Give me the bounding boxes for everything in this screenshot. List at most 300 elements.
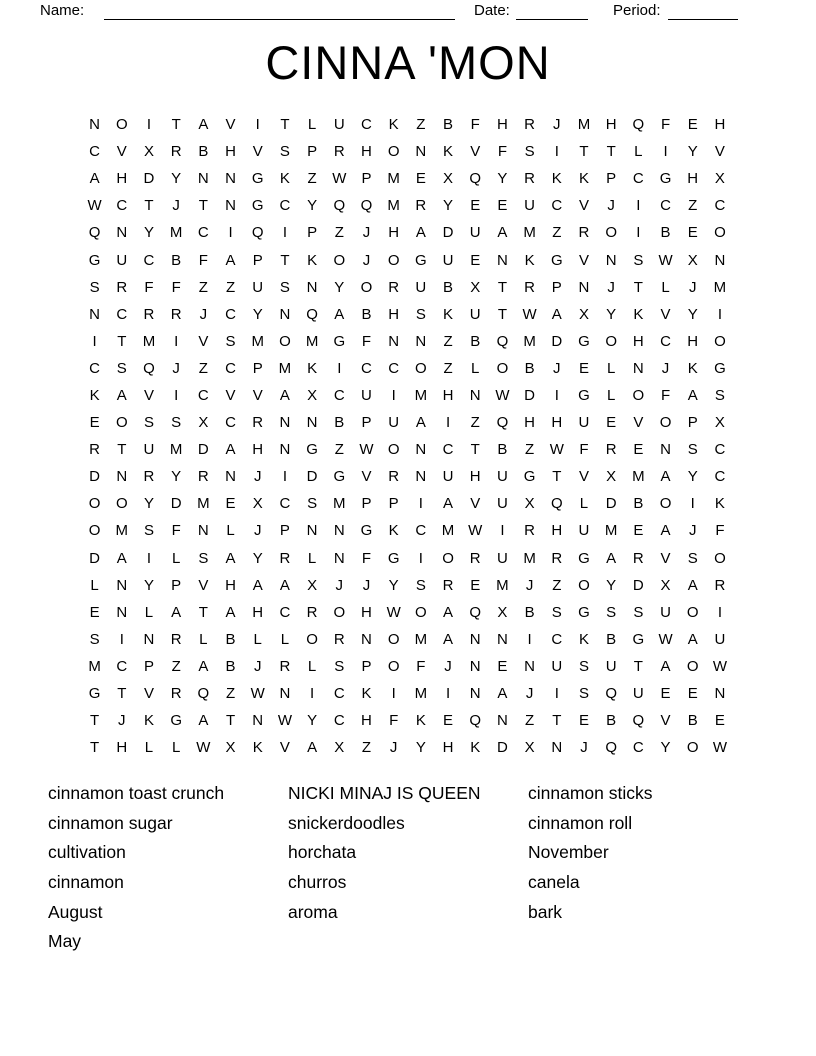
grid-letter-r14-c13: N <box>415 468 427 486</box>
grid-letter-r23-c4: G <box>170 712 182 730</box>
grid-letter-r3-c22: G <box>659 170 672 188</box>
grid-letter-r19-c18: S <box>551 603 562 621</box>
grid-letter-r19-c6: A <box>225 603 236 621</box>
grid-letter-r23-c1: T <box>90 712 100 730</box>
grid-letter-r8-c7: Y <box>252 305 263 323</box>
grid-letter-r8-c20: Y <box>606 305 617 323</box>
grid-letter-r4-c5: T <box>198 197 208 215</box>
grid-letter-r9-c8: O <box>279 332 291 350</box>
grid-letter-r24-c22: Y <box>660 739 671 757</box>
grid-letter-r7-c3: F <box>144 278 154 296</box>
name-blank-line <box>104 19 455 20</box>
grid-letter-r7-c10: Y <box>334 278 345 296</box>
grid-letter-r4-c18: C <box>551 197 563 215</box>
grid-letter-r1-c10: U <box>333 116 345 134</box>
grid-letter-r12-c13: A <box>415 414 426 432</box>
grid-letter-r3-c12: M <box>387 170 400 188</box>
grid-letter-r20-c8: L <box>280 630 290 648</box>
grid-letter-r18-c12: Y <box>388 576 399 594</box>
grid-letter-r12-c14: I <box>445 414 451 432</box>
grid-letter-r23-c15: Q <box>469 712 482 730</box>
date-blank-line <box>516 19 588 20</box>
grid-letter-r17-c19: G <box>578 549 590 567</box>
grid-letter-r3-c20: P <box>606 170 617 188</box>
word-search-grid <box>81 111 734 761</box>
word-list-item: cinnamon <box>48 872 124 893</box>
grid-letter-r10-c12: C <box>388 359 400 377</box>
grid-letter-r8-c2: C <box>116 305 128 323</box>
period-label: Period: <box>613 2 661 19</box>
grid-letter-r12-c24: X <box>714 414 725 432</box>
grid-letter-r3-c24: X <box>714 170 725 188</box>
grid-letter-r20-c18: C <box>551 630 563 648</box>
grid-letter-r20-c10: R <box>333 630 345 648</box>
grid-letter-r7-c18: P <box>551 278 562 296</box>
grid-letter-r19-c22: U <box>660 603 671 621</box>
grid-letter-r8-c22: V <box>660 305 671 323</box>
word-list-item: snickerdoodles <box>288 812 405 833</box>
grid-letter-r23-c24: E <box>714 712 725 730</box>
grid-letter-r6-c14: U <box>442 251 454 269</box>
grid-letter-r11-c24: S <box>714 386 725 404</box>
grid-letter-r17-c24: O <box>714 549 726 567</box>
grid-letter-r11-c13: M <box>414 386 428 404</box>
grid-letter-r5-c3: Y <box>143 224 154 242</box>
grid-letter-r1-c1: N <box>89 116 101 134</box>
grid-letter-r11-c7: V <box>252 386 263 404</box>
grid-letter-r13-c22: N <box>660 441 671 459</box>
grid-letter-r4-c15: E <box>470 197 481 215</box>
word-list-column-3 <box>528 779 768 957</box>
grid-letter-r2-c14: K <box>443 143 454 161</box>
grid-letter-r3-c19: K <box>578 170 589 188</box>
grid-letter-r13-c9: G <box>306 441 318 459</box>
grid-letter-r9-c22: C <box>660 332 671 350</box>
grid-letter-r7-c15: X <box>470 278 481 296</box>
grid-letter-r5-c18: Z <box>552 224 562 242</box>
grid-letter-r16-c2: M <box>115 522 129 540</box>
grid-letter-r21-c21: T <box>633 657 643 675</box>
grid-letter-r13-c24: C <box>714 441 726 459</box>
grid-letter-r19-c4: A <box>171 603 182 621</box>
grid-letter-r20-c15: N <box>469 630 481 648</box>
grid-letter-r6-c13: G <box>415 251 427 269</box>
grid-letter-r16-c6: L <box>226 522 235 540</box>
grid-letter-r23-c23: B <box>687 712 698 730</box>
grid-letter-r6-c9: K <box>307 251 318 269</box>
grid-letter-r3-c9: Z <box>307 170 317 188</box>
grid-letter-r22-c5: Q <box>197 685 210 703</box>
grid-letter-r21-c7: J <box>253 657 262 675</box>
grid-letter-r14-c15: H <box>469 468 481 486</box>
grid-letter-r15-c8: C <box>279 495 291 513</box>
grid-letter-r3-c11: P <box>361 170 372 188</box>
grid-letter-r5-c12: H <box>388 224 400 242</box>
grid-letter-r22-c2: T <box>117 685 127 703</box>
grid-letter-r4-c21: I <box>636 197 641 215</box>
grid-letter-r15-c2: O <box>115 495 128 513</box>
grid-letter-r21-c6: B <box>225 657 236 675</box>
grid-letter-r10-c13: O <box>415 359 427 377</box>
name-label: Name: <box>40 2 85 19</box>
grid-letter-r14-c7: J <box>253 468 262 486</box>
grid-letter-r20-c5: L <box>199 630 208 648</box>
grid-letter-r17-c22: V <box>660 549 671 567</box>
grid-letter-r16-c20: M <box>604 522 618 540</box>
grid-letter-r20-c7: L <box>253 630 262 648</box>
grid-letter-r16-c15: W <box>468 522 483 540</box>
grid-letter-r21-c9: L <box>307 657 317 675</box>
grid-letter-r15-c5: M <box>197 495 210 513</box>
grid-letter-r12-c6: C <box>225 414 236 432</box>
grid-letter-r8-c8: N <box>279 305 291 323</box>
grid-letter-r20-c13: M <box>414 630 428 648</box>
word-list-item: November <box>528 842 609 863</box>
grid-letter-r24-c21: C <box>632 739 644 757</box>
grid-letter-r21-c13: F <box>416 657 426 675</box>
grid-letter-r22-c1: G <box>88 685 101 703</box>
grid-letter-r21-c8: R <box>279 657 291 675</box>
grid-letter-r19-c12: W <box>386 603 401 621</box>
puzzle-title: CINNA 'MON <box>265 36 551 89</box>
grid-letter-r14-c4: Y <box>171 468 182 486</box>
grid-letter-r18-c21: D <box>632 576 644 594</box>
grid-letter-r1-c19: M <box>577 116 591 134</box>
word-list <box>48 779 768 957</box>
grid-letter-r16-c3: S <box>143 522 154 540</box>
grid-letter-r8-c21: K <box>633 305 644 323</box>
grid-letter-r16-c22: A <box>660 522 671 540</box>
grid-letter-r8-c14: K <box>443 305 454 323</box>
grid-letter-r9-c21: H <box>632 332 644 350</box>
grid-letter-r8-c17: W <box>522 305 537 323</box>
grid-letter-r6-c7: P <box>252 251 263 269</box>
grid-letter-r20-c1: S <box>89 630 100 648</box>
grid-letter-r9-c1: I <box>92 332 97 350</box>
grid-letter-r20-c19: K <box>578 630 589 648</box>
grid-letter-r2-c8: S <box>279 143 290 161</box>
grid-letter-r18-c3: Y <box>143 576 154 594</box>
grid-letter-r2-c11: H <box>361 143 372 161</box>
grid-letter-r11-c22: F <box>660 386 671 404</box>
grid-letter-r16-c13: C <box>415 522 427 540</box>
grid-letter-r18-c20: Y <box>606 576 617 594</box>
grid-letter-r23-c5: A <box>198 712 209 730</box>
grid-letter-r22-c8: N <box>279 685 291 703</box>
grid-letter-r6-c23: X <box>687 251 698 269</box>
grid-letter-r17-c17: M <box>523 549 536 567</box>
grid-letter-r1-c3: I <box>146 116 152 134</box>
grid-letter-r12-c15: Z <box>470 414 480 432</box>
grid-letter-r12-c19: U <box>578 414 590 432</box>
grid-letter-r22-c6: Z <box>225 685 236 703</box>
grid-letter-r22-c24: N <box>714 685 726 703</box>
grid-letter-r19-c16: X <box>497 603 508 621</box>
grid-letter-r18-c22: X <box>660 576 671 594</box>
grid-letter-r15-c19: L <box>579 495 589 513</box>
grid-letter-r14-c23: Y <box>687 468 698 486</box>
word-list-item: cultivation <box>48 842 126 863</box>
grid-letter-r20-c2: I <box>119 630 124 648</box>
grid-letter-r10-c19: E <box>578 359 589 377</box>
grid-letter-r24-c11: Z <box>361 739 372 757</box>
grid-letter-r5-c4: M <box>169 224 183 242</box>
grid-letter-r20-c23: A <box>687 630 698 648</box>
grid-letter-r19-c1: E <box>89 603 100 621</box>
grid-letter-r13-c13: N <box>415 441 427 459</box>
grid-letter-r12-c7: R <box>252 414 264 432</box>
grid-letter-r23-c22: V <box>660 712 671 730</box>
grid-letter-r23-c8: W <box>277 712 292 730</box>
grid-letter-r6-c5: F <box>198 251 208 269</box>
grid-letter-r17-c1: D <box>89 549 101 567</box>
grid-letter-r13-c8: N <box>279 441 291 459</box>
grid-letter-r9-c14: Z <box>443 332 453 350</box>
grid-letter-r11-c23: A <box>687 386 698 404</box>
grid-letter-r3-c18: K <box>551 170 562 188</box>
grid-letter-r13-c2: T <box>117 441 127 459</box>
grid-letter-r23-c18: T <box>552 712 562 730</box>
grid-letter-r18-c1: L <box>90 576 99 594</box>
grid-letter-r9-c24: O <box>714 332 726 350</box>
grid-letter-r1-c13: Z <box>416 116 426 134</box>
grid-letter-r5-c6: I <box>228 224 233 242</box>
grid-letter-r7-c14: B <box>443 278 454 296</box>
grid-letter-r5-c2: N <box>116 224 128 242</box>
grid-letter-r23-c19: E <box>578 712 589 730</box>
grid-letter-r19-c5: T <box>198 603 208 621</box>
grid-letter-r11-c21: O <box>632 386 645 404</box>
grid-letter-r18-c24: R <box>714 576 726 594</box>
grid-letter-r15-c12: P <box>388 495 399 513</box>
grid-letter-r6-c1: G <box>88 251 101 269</box>
word-list-item: cinnamon roll <box>528 812 633 833</box>
grid-letter-r1-c6: V <box>225 116 236 134</box>
grid-letter-r10-c2: S <box>116 359 127 377</box>
grid-letter-r7-c4: F <box>171 278 181 296</box>
grid-letter-r23-c14: E <box>443 712 454 730</box>
grid-letter-r14-c11: V <box>361 468 372 486</box>
grid-letter-r21-c19: S <box>578 657 589 675</box>
grid-letter-r21-c12: O <box>387 657 400 675</box>
grid-letter-r18-c15: E <box>470 576 481 594</box>
grid-letter-r2-c23: Y <box>687 143 698 161</box>
grid-letter-r4-c8: C <box>279 197 291 215</box>
grid-letter-r24-c10: X <box>334 739 345 757</box>
grid-letter-r9-c10: G <box>333 332 346 350</box>
grid-letter-r8-c13: S <box>415 305 426 323</box>
grid-letter-r23-c16: N <box>496 712 508 730</box>
grid-letter-r6-c3: C <box>143 251 155 269</box>
grid-letter-r24-c24: W <box>712 739 727 757</box>
grid-letter-r13-c23: S <box>687 441 698 459</box>
grid-letter-r16-c1: O <box>88 522 101 540</box>
grid-letter-r6-c21: S <box>633 251 644 269</box>
grid-letter-r3-c17: R <box>524 170 536 188</box>
grid-letter-r12-c21: V <box>633 414 644 432</box>
grid-letter-r13-c5: D <box>197 441 209 459</box>
grid-letter-r5-c11: J <box>362 224 371 242</box>
grid-letter-r10-c18: J <box>553 359 561 377</box>
grid-letter-r22-c20: Q <box>605 685 617 703</box>
grid-letter-r16-c16: I <box>500 522 505 540</box>
grid-letter-r14-c9: D <box>306 468 318 486</box>
grid-letter-r20-c4: R <box>170 630 182 648</box>
grid-letter-r5-c22: B <box>660 224 671 242</box>
grid-letter-r24-c16: D <box>496 739 508 757</box>
grid-letter-r4-c24: C <box>714 197 726 215</box>
grid-letter-r16-c24: F <box>715 522 725 540</box>
grid-letter-r6-c8: T <box>280 251 290 269</box>
grid-letter-r14-c6: N <box>225 468 236 486</box>
grid-letter-r14-c2: N <box>116 468 128 486</box>
grid-letter-r11-c18: I <box>554 386 559 404</box>
grid-letter-r8-c6: C <box>225 305 236 323</box>
grid-letter-r19-c17: B <box>524 603 535 621</box>
grid-letter-r21-c23: O <box>686 657 699 675</box>
grid-letter-r6-c20: N <box>605 251 617 269</box>
grid-letter-r13-c12: O <box>387 441 400 459</box>
grid-letter-r12-c2: O <box>115 414 128 432</box>
grid-letter-r11-c1: K <box>89 386 100 404</box>
grid-letter-r15-c1: O <box>88 495 101 513</box>
grid-letter-r23-c3: K <box>143 712 154 730</box>
grid-letter-r23-c13: K <box>415 712 426 730</box>
grid-letter-r22-c13: M <box>414 685 428 703</box>
grid-letter-r1-c21: Q <box>632 116 645 134</box>
grid-letter-r22-c16: A <box>497 685 508 703</box>
grid-letter-r9-c16: Q <box>496 332 509 350</box>
grid-letter-r14-c22: A <box>660 468 671 486</box>
grid-letter-r21-c22: A <box>660 657 671 675</box>
grid-letter-r8-c15: U <box>469 305 481 323</box>
grid-letter-r2-c5: B <box>198 143 209 161</box>
word-list-item: bark <box>528 901 563 922</box>
grid-letter-r16-c14: M <box>441 522 455 540</box>
grid-letter-r4-c20: J <box>607 197 615 215</box>
grid-letter-r4-c6: N <box>225 197 236 215</box>
grid-letter-r11-c2: A <box>116 386 127 404</box>
grid-letter-r23-c12: F <box>389 712 399 730</box>
grid-letter-r19-c3: L <box>144 603 154 621</box>
grid-letter-r9-c7: M <box>251 332 264 350</box>
grid-letter-r14-c19: V <box>578 468 589 486</box>
grid-letter-r4-c13: R <box>415 197 427 215</box>
grid-letter-r23-c9: Y <box>307 712 318 730</box>
grid-letter-r10-c15: L <box>471 359 480 377</box>
grid-letter-r15-c17: X <box>524 495 535 513</box>
grid-letter-r17-c18: R <box>551 549 563 567</box>
grid-letter-r12-c20: E <box>606 414 617 432</box>
grid-letter-r10-c23: K <box>687 359 698 377</box>
grid-letter-r3-c15: Q <box>469 170 482 188</box>
grid-letter-r7-c9: N <box>306 278 318 296</box>
grid-letter-r20-c14: A <box>443 630 454 648</box>
grid-letter-r22-c14: I <box>445 685 451 703</box>
grid-letter-r3-c7: G <box>251 170 264 188</box>
grid-letter-r1-c18: J <box>553 116 561 134</box>
grid-letter-r16-c8: P <box>279 522 290 540</box>
grid-letter-r10-c9: K <box>307 359 318 377</box>
grid-letter-r23-c10: C <box>333 712 345 730</box>
grid-letter-r8-c5: J <box>199 305 208 323</box>
grid-letter-r16-c9: N <box>306 522 318 540</box>
grid-letter-r19-c9: R <box>306 603 318 621</box>
grid-letter-r7-c1: S <box>89 278 100 296</box>
grid-letter-r16-c19: U <box>578 522 590 540</box>
grid-letter-r22-c12: I <box>391 685 396 703</box>
grid-letter-r16-c21: E <box>633 522 644 540</box>
grid-letter-r3-c4: Y <box>171 170 182 188</box>
grid-letter-r8-c24: I <box>717 305 722 323</box>
grid-letter-r17-c15: R <box>469 549 481 567</box>
grid-letter-r2-c20: T <box>606 143 616 161</box>
grid-letter-r17-c5: S <box>198 549 209 567</box>
grid-letter-r21-c15: N <box>469 657 481 675</box>
period-blank-line <box>668 19 738 20</box>
grid-letter-r6-c22: W <box>658 251 673 269</box>
grid-letter-r10-c10: I <box>337 359 342 377</box>
grid-letter-r2-c7: V <box>252 143 263 161</box>
word-list-item: aroma <box>288 901 338 922</box>
grid-letter-r7-c20: J <box>607 278 615 296</box>
grid-letter-r2-c9: P <box>307 143 318 161</box>
grid-letter-r9-c19: G <box>578 332 590 350</box>
grid-letter-r4-c11: Q <box>360 197 373 215</box>
grid-letter-r24-c9: A <box>307 739 318 757</box>
word-list-item: May <box>48 931 82 952</box>
grid-letter-r11-c9: X <box>307 386 318 404</box>
grid-letter-r15-c10: M <box>333 495 346 513</box>
grid-letter-r18-c5: V <box>198 576 209 594</box>
grid-letter-r14-c20: X <box>606 468 617 486</box>
grid-letter-r15-c14: A <box>443 495 454 513</box>
grid-letter-r21-c16: E <box>497 657 508 675</box>
grid-letter-r11-c3: V <box>143 386 154 404</box>
grid-letter-r18-c11: J <box>362 576 371 594</box>
grid-letter-r3-c2: H <box>116 170 128 188</box>
grid-letter-r5-c19: R <box>578 224 590 242</box>
grid-letter-r21-c1: M <box>88 657 101 675</box>
grid-letter-r24-c12: J <box>389 739 398 757</box>
grid-letter-r4-c7: G <box>251 197 264 215</box>
grid-letter-r5-c15: U <box>469 224 481 242</box>
grid-letter-r19-c23: O <box>686 603 699 621</box>
grid-letter-r17-c4: L <box>171 549 181 567</box>
grid-letter-r14-c14: U <box>442 468 454 486</box>
grid-letter-r21-c4: Z <box>171 657 181 675</box>
grid-letter-r13-c18: W <box>549 441 564 459</box>
grid-letter-r21-c18: U <box>551 657 563 675</box>
grid-letter-r6-c24: N <box>714 251 726 269</box>
grid-letter-r10-c16: O <box>496 359 509 377</box>
grid-letter-r1-c17: R <box>524 116 536 134</box>
grid-letter-r12-c3: S <box>143 414 154 432</box>
grid-letter-r13-c14: C <box>442 441 454 459</box>
grid-letter-r5-c7: Q <box>251 224 264 242</box>
grid-letter-r17-c8: R <box>279 549 291 567</box>
grid-letter-r1-c2: O <box>115 116 128 134</box>
grid-letter-r18-c2: N <box>116 576 128 594</box>
grid-letter-r10-c22: J <box>661 359 670 377</box>
grid-letter-r15-c23: I <box>690 495 695 513</box>
grid-letter-r23-c6: T <box>225 712 236 730</box>
grid-letter-r18-c18: Z <box>552 576 562 594</box>
grid-letter-r1-c20: H <box>605 116 617 134</box>
grid-letter-r24-c2: H <box>116 739 128 757</box>
grid-letter-r7-c12: R <box>388 278 400 296</box>
grid-letter-r13-c7: H <box>252 441 264 459</box>
